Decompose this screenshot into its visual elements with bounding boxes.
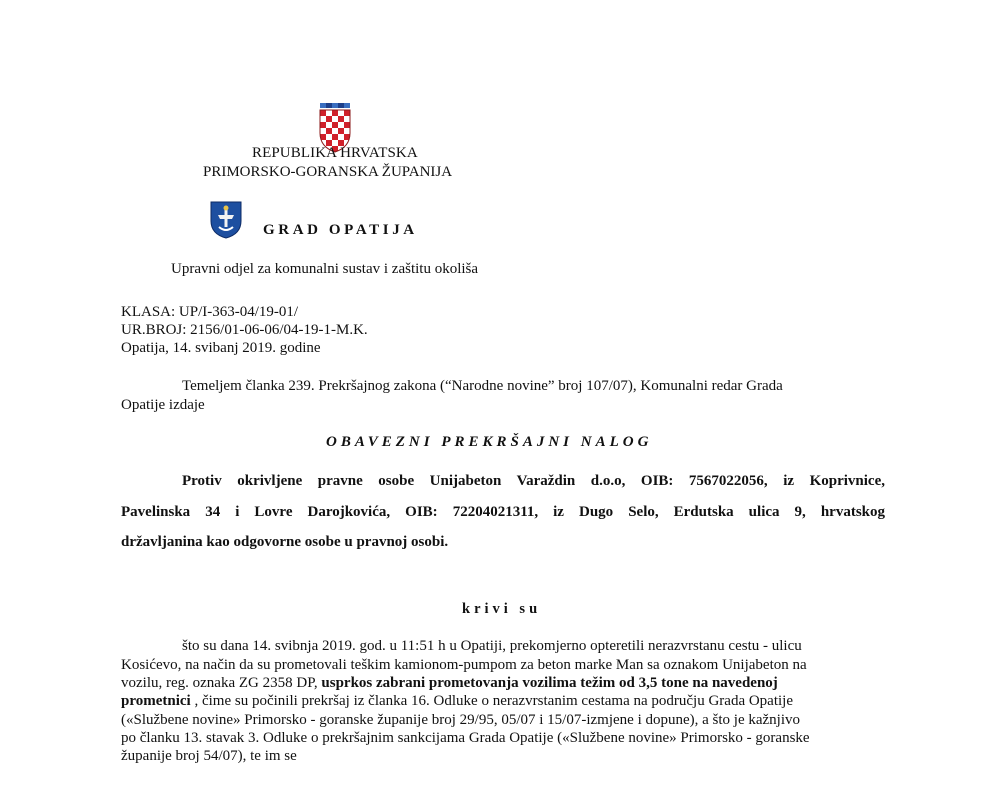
body-line-4 [121, 692, 793, 710]
body-line-3-text: vozilu, reg. oznaka ZG 2358 DP, [121, 675, 322, 691]
body-line-1: što su dana 14. svibnja 2019. god. u 11:51 h u Opatiji, prekomjerno opteretili nerazvrstanu cestu - ulicu [182, 638, 802, 654]
opatija-city-crest-icon [210, 201, 242, 239]
city-name: GRAD OPATIJA [263, 222, 418, 238]
urbroj-line: UR.BROJ: 2156/01-06-06/04-19-1-M.K. [121, 322, 368, 338]
body-line-3-bold: usprkos zabrani prometovanja vozilima težim od 3,5 tone na navedenoj [321, 675, 778, 691]
body-line-4-text: , čime su počinili prekršaj iz članka 16. Odluke o nerazvrstanim cestama na području Grada Opatije [190, 693, 794, 709]
body-line-3 [121, 674, 778, 692]
body-line-2: Kosićevo, na način da su prometovali teškim kamionom-pumpom za beton marke Man sa oznakom Unijabeton na [121, 657, 807, 673]
republic-name: REPUBLIKA HRVATSKA [252, 145, 418, 161]
body-line-7: županije broj 54/07), te im se [121, 748, 297, 764]
county-name: PRIMORSKO-GORANSKA ŽUPANIJA [203, 164, 453, 180]
intro-line-2: Opatije izdaje [121, 397, 205, 413]
klasa-line: KLASA: UP/I-363-04/19-01/ [121, 304, 299, 320]
body-line-5: («Službene novine» Primorsko - goranske županije broj 29/95, 05/07 i 15/07-izmjene i dopune), a što je kažnjivo [121, 712, 801, 728]
body-line-6: po članku 13. stavak 3. Odluke o prekršajnim sankcijama Grada Opatije («Službene novine» Primorsko - goranske [121, 730, 810, 746]
body-line-4-bold: prometnici [121, 693, 191, 709]
against-line-1: Protiv okrivljene pravne osobe Unijabeton Varaždin d.o.o, OIB: 7567022056, iz Koprivnice, [182, 473, 885, 489]
document-title: OBAVEZNI PREKRŠAJNI NALOG [326, 434, 653, 450]
against-line-2: Pavelinska 34 i Lovre Darojkovića, OIB: 72204021311, iz Dugo Selo, Erdutska ulica 9, hrvatskog [121, 504, 885, 520]
verdict-heading: krivi su [462, 601, 542, 617]
department-name: Upravni odjel za komunalni sustav i zaštitu okoliša [171, 261, 479, 277]
intro-line-1: Temeljem članka 239. Prekršajnog zakona (“Narodne novine” broj 107/07), Komunalni redar Grada [182, 378, 783, 394]
against-line-3: državljanina kao odgovorne osobe u pravnoj osobi. [121, 534, 449, 550]
place-date-line: Opatija, 14. svibanj 2019. godine [121, 340, 321, 356]
